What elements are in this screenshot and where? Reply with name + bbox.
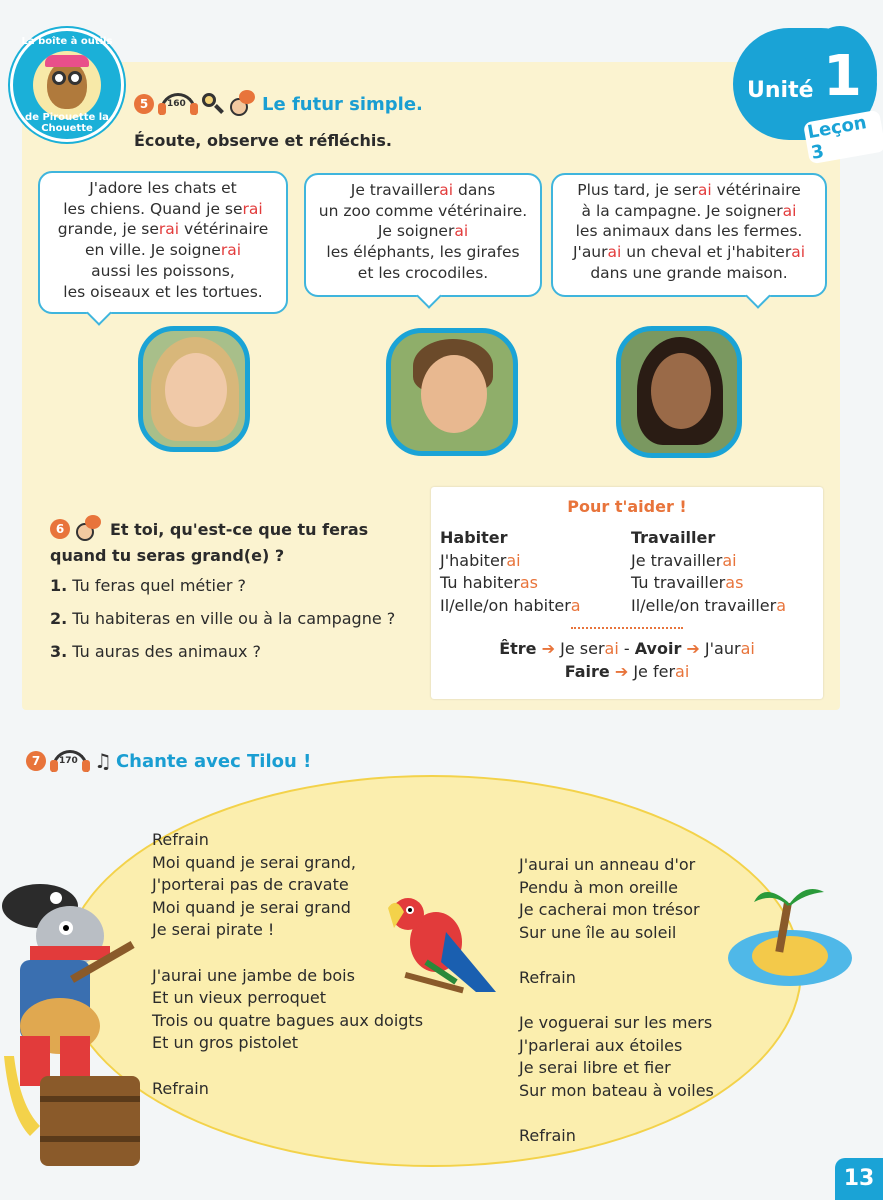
song-line: Sur une île au soleil [519, 922, 677, 942]
headphones-icon[interactable] [50, 750, 90, 772]
song-line: Refrain [152, 830, 209, 849]
magnifier-icon [202, 93, 224, 115]
help-col-habiter: Habiter J'habiterai Tu habiteras Il/elle/on habitera [440, 528, 581, 615]
bubble-line: les chiens. Quand je serai [63, 199, 263, 218]
bubble-line: les animaux dans les fermes. [575, 222, 803, 241]
song-line [519, 1103, 714, 1126]
bubble-line: grande, je serai vétérinaire [57, 220, 269, 239]
speaking-icon [74, 515, 102, 543]
bubble-line: J'aurai un cheval et j'habiterai [572, 243, 806, 262]
song-line [519, 990, 714, 1013]
ex5-track: 160 [167, 99, 186, 109]
song-line: Refrain [519, 1126, 576, 1146]
ex6-title-line2: quand tu seras grand(e) ? [50, 546, 285, 565]
song-left-column [152, 829, 423, 1100]
irregular-line-2: Faire ➔ Je ferai [564, 662, 690, 681]
song-right-column [519, 854, 714, 1148]
question-item: 3. Tu auras des animaux ? [50, 642, 262, 661]
bubble-line: un zoo comme vétérinaire. [318, 201, 528, 220]
song-line: Sur mon bateau à voiles [519, 1080, 714, 1100]
question-item: 2. Tu habiteras en ville ou à la campagne ? [50, 609, 396, 628]
ex5-instruction: Écoute, observe et réfléchis. [134, 131, 392, 150]
speech-bubble-1 [38, 171, 288, 314]
song-line: Trois ou quatre bagues aux doigts [152, 1010, 424, 1030]
ex6-header [50, 514, 368, 544]
ex5-number: 5 [134, 94, 154, 114]
lesson-label: Leçon 3 [803, 110, 883, 165]
bubble-line: Je soignerai [377, 222, 469, 241]
island-illustration [724, 872, 854, 994]
bubble-line: et les crocodiles. [357, 263, 489, 282]
music-note-icon: ♫ [94, 749, 112, 773]
ex7-number: 7 [26, 751, 46, 771]
question-item: 1. Tu feras quel métier ? [50, 576, 246, 595]
ex7-header [26, 747, 311, 775]
child-photo-1 [138, 326, 250, 452]
song-line: Pendu à mon oreille [519, 877, 678, 897]
unit-word: Unité [747, 78, 814, 103]
song-line: Je serai pirate ! [152, 920, 275, 940]
ex6-number: 6 [50, 519, 70, 539]
song-line: J'aurai une jambe de bois [152, 965, 355, 985]
song-line: Et un vieux perroquet [152, 988, 327, 1008]
song-line: J'aurai un anneau d'or [519, 855, 696, 874]
bubble-line: dans une grande maison. [590, 263, 788, 282]
ex7-track: 170 [59, 756, 78, 766]
song-line: J'porterai pas de cravate [152, 875, 349, 895]
unit-number: 1 [823, 44, 862, 109]
page-number: 13 [835, 1158, 883, 1200]
irregular-line-1: Être ➔ Je serai - Avoir ➔ J'aurai [499, 639, 755, 658]
ex7-title: Chante avec Tilou ! [115, 750, 312, 772]
help-box [431, 487, 823, 699]
song-line: J'parlerai aux étoiles [519, 1035, 683, 1055]
bubble-line: les oiseaux et les tortues. [63, 282, 263, 301]
song-line: Je serai libre et fier [519, 1058, 671, 1078]
bubble-line: en ville. Je soignerai [84, 241, 242, 260]
help-col-travailler: Travailler Je travaillerai Tu travailleras Il/elle/on travaillera [631, 528, 787, 615]
dotted-divider [571, 627, 683, 629]
bubble-line: Plus tard, je serai vétérinaire [577, 181, 801, 199]
speaking-icon [228, 90, 256, 118]
ex5-header [134, 89, 423, 119]
song-line: Je voguerai sur les mers [519, 1013, 713, 1033]
ex5-title: Le futur simple. [262, 93, 423, 115]
bubble-line: les éléphants, les girafes [326, 243, 520, 262]
toolbox-logo [10, 28, 124, 142]
speech-bubble-3 [551, 173, 827, 297]
song-line: Je cacherai mon trésor [519, 900, 700, 920]
bubble-line: aussi les poissons, [91, 261, 235, 280]
song-line: Et un gros pistolet [152, 1033, 298, 1053]
song-line: Refrain [152, 1078, 209, 1098]
bubble-line: à la campagne. Je soignerai [581, 201, 797, 220]
song-line [152, 1055, 423, 1078]
logo-bottom-text: de Pirouette la Chouette [25, 112, 109, 134]
song-line: Refrain [519, 967, 576, 987]
song-line: Moi quand je serai grand, [152, 852, 356, 872]
speech-bubble-2 [304, 173, 542, 297]
song-line [519, 944, 714, 967]
parrot-illustration [386, 892, 502, 1002]
owl-icon [33, 51, 101, 119]
ex6-title-line1: Et toi, qu'est-ce que tu feras [110, 519, 369, 539]
child-photo-2 [386, 328, 518, 456]
question-list [50, 576, 395, 675]
logo-top-text: La boîte à outils [21, 36, 113, 47]
bubble-line: J'adore les chats et [89, 179, 237, 197]
song-line: Moi quand je serai grand [152, 897, 351, 917]
pirate-wolf-illustration [0, 876, 150, 1166]
bubble-line: Je travaillerai dans [350, 181, 496, 199]
song-line [152, 942, 423, 965]
headphones-icon[interactable] [158, 93, 198, 115]
child-photo-3 [616, 326, 742, 458]
help-title: Pour t'aider ! [567, 497, 687, 516]
